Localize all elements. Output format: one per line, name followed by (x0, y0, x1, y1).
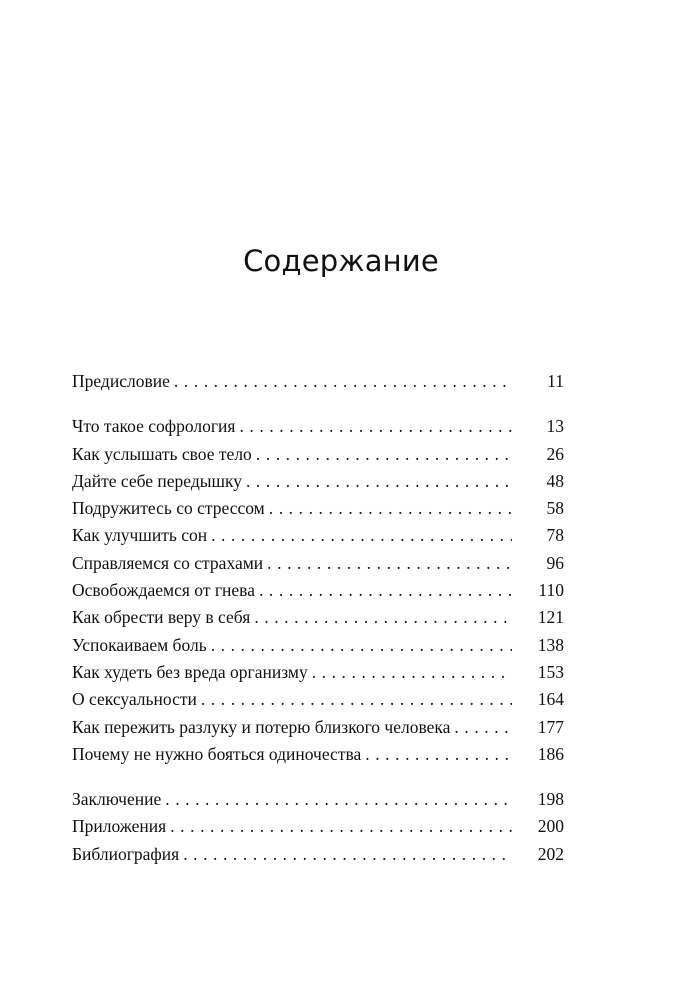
toc-entry-chapter-10[interactable] (72, 659, 564, 686)
toc-entry-chapter-13[interactable] (72, 741, 564, 768)
toc-entry-chapter-12[interactable] (72, 714, 564, 741)
toc-group-chapters (72, 413, 564, 768)
toc-dot-leader (211, 632, 512, 659)
toc-entry-bibliography[interactable] (72, 841, 564, 868)
toc-dot-leader (174, 368, 512, 395)
toc-entry-page: 96 (546, 552, 564, 573)
toc-dot-leader (256, 441, 512, 468)
toc-entry-label: Успокаиваем боль (72, 634, 207, 655)
toc-entry-label: Приложения (72, 816, 167, 837)
toc-dot-leader (269, 495, 512, 522)
toc-entry-label: Как услышать свое тело (72, 443, 252, 464)
toc-dot-leader (211, 522, 512, 549)
toc-entry-appendices[interactable] (72, 813, 564, 840)
toc-group-front (72, 368, 564, 395)
table-of-contents (72, 368, 564, 868)
toc-entry-label: Справляемся со страхами (72, 552, 264, 573)
toc-entry-page: 26 (546, 443, 564, 464)
toc-entry-page: 200 (537, 816, 564, 837)
toc-dot-leader (259, 577, 512, 604)
toc-entry-label: Освобождаемся от гнева (72, 580, 255, 601)
toc-dot-leader (312, 659, 512, 686)
toc-entry-label: Как обрести веру в себя (72, 607, 251, 628)
page-title: Содержание (243, 244, 439, 279)
toc-entry-page: 48 (546, 470, 564, 491)
toc-dot-leader (170, 813, 512, 840)
toc-entry-page: 58 (546, 498, 564, 519)
toc-entry-label: О сексуальности (72, 689, 197, 710)
toc-entry-chapter-2[interactable] (72, 441, 564, 468)
toc-dot-leader (239, 413, 512, 440)
toc-entry-page: 202 (537, 843, 564, 864)
toc-entry-chapter-3[interactable] (72, 468, 564, 495)
toc-entry-label: Дайте себе передышку (72, 470, 242, 491)
toc-entry-label: Библиография (72, 843, 180, 864)
toc-entry-page: 198 (537, 789, 564, 810)
toc-entry-label: Как улучшить сон (72, 525, 208, 546)
toc-entry-label: Почему не нужно бояться одиночества (72, 743, 362, 764)
toc-entry-chapter-7[interactable] (72, 577, 564, 604)
toc-entry-page: 110 (538, 580, 564, 601)
toc-entry-page: 78 (546, 525, 564, 546)
toc-entry-page: 138 (537, 634, 564, 655)
toc-dot-leader (201, 686, 512, 713)
toc-entry-chapter-8[interactable] (72, 604, 564, 631)
toc-entry-chapter-4[interactable] (72, 495, 564, 522)
toc-dot-leader (246, 468, 512, 495)
toc-entry-label: Предисловие (72, 371, 170, 391)
toc-entry-chapter-9[interactable] (72, 632, 564, 659)
toc-entry-chapter-11[interactable] (72, 686, 564, 713)
toc-entry-page: 186 (537, 743, 564, 764)
toc-entry-label: Заключение (72, 789, 162, 810)
toc-entry-page: 177 (537, 716, 564, 737)
toc-entry-chapter-1[interactable] (72, 413, 564, 440)
toc-dot-leader (254, 604, 512, 631)
toc-dot-leader (454, 714, 512, 741)
toc-entry-chapter-6[interactable] (72, 550, 564, 577)
toc-group-back (72, 786, 564, 868)
toc-entry-page: 153 (537, 661, 564, 682)
toc-entry-page: 164 (537, 689, 564, 710)
toc-entry-chapter-5[interactable] (72, 522, 564, 549)
toc-entry-label: Как пережить разлуку и потерю близкого человека (72, 716, 451, 737)
toc-entry-page: 121 (537, 607, 564, 628)
toc-entry-label: Подружитесь со стрессом (72, 498, 265, 519)
toc-entry-label: Что такое софрология (72, 416, 236, 437)
toc-dot-leader (183, 841, 512, 868)
toc-dot-leader (165, 786, 512, 813)
toc-dot-leader (267, 550, 512, 577)
toc-entry-preface[interactable] (72, 368, 564, 395)
toc-entry-page: 11 (547, 371, 564, 391)
toc-entry-page: 13 (546, 416, 564, 437)
toc-dot-leader (365, 741, 512, 768)
toc-entry-conclusion[interactable] (72, 786, 564, 813)
toc-entry-label: Как худеть без вреда организму (72, 661, 308, 682)
